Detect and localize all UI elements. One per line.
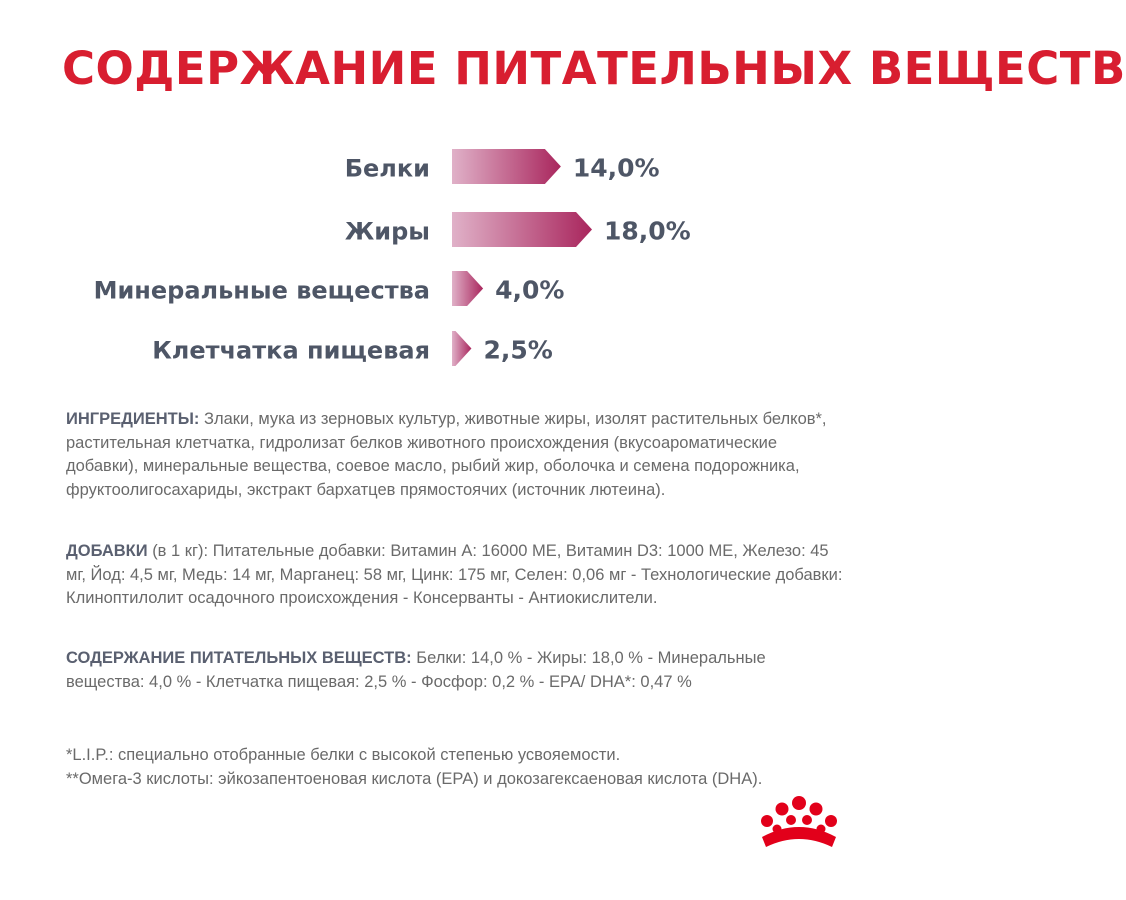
value-label-0: 14,0% — [572, 153, 660, 183]
footnote-lip: *L.I.P.: специально отобранные белки с высокой степенью усвояемости. — [66, 746, 621, 764]
nutrients-block — [66, 647, 846, 694]
value-label-2: 4,0% — [495, 275, 565, 305]
nutrient-bar-chart — [0, 0, 1126, 400]
additives-sub: (в 1 кг): — [152, 542, 209, 560]
bar-3 — [452, 331, 471, 366]
ingredients-text: Злаки, мука из зерновых культур, животные жиры, изолят растительных белков*, растительная клетчатка, гидролизат белков животного происхождения (вкусоароматические добавки), минеральные вещества, соевое масло, рыбий жир, оболочка и семена подорожника, фруктоолигосахариды, экстракт бархатцев прямостоячих (источник лютеина). — [66, 410, 827, 499]
nutrients-text: Белки: 14,0 % - Жиры: 18,0 % - Минеральные вещества: 4,0 % - Клетчатка пищевая: 2,5 % - Фосфор: 0,2 % - EPA/ DHA*: 0,47 % — [66, 649, 766, 691]
ingredients-heading: ИНГРЕДИЕНТЫ: — [66, 410, 200, 428]
nutrients-heading: СОДЕРЖАНИЕ ПИТАТЕЛЬНЫХ ВЕЩЕСТВ: — [66, 649, 412, 667]
page-title: СОДЕРЖАНИЕ ПИТАТЕЛЬНЫХ ВЕЩЕСТВ — [62, 42, 1126, 95]
footnote-omega3: **Омега-3 кислоты: эйкозапентоеновая кислота (EPA) и докозагексаеновая кислота (DHA). — [66, 769, 763, 788]
ingredients-block — [66, 408, 846, 502]
category-label-3: Клетчатка пищевая — [152, 336, 430, 365]
additives-block — [66, 540, 846, 611]
category-label-2: Минеральные вещества — [93, 276, 430, 305]
crown-icon — [756, 795, 842, 857]
value-label-3: 2,5% — [483, 335, 553, 365]
bar-1 — [452, 212, 592, 247]
category-label-0: Белки — [344, 154, 430, 183]
value-label-1: 18,0% — [604, 216, 691, 246]
bar-0 — [452, 149, 561, 184]
additives-heading: ДОБАВКИ — [66, 542, 148, 560]
category-label-1: Жиры — [344, 217, 430, 246]
footnotes-block — [66, 744, 846, 791]
additives-text: Питательные добавки: Витамин A: 16000 МЕ, Витамин D3: 1000 МЕ, Железо: 45 мг, Йод: 4,5 мг, Медь: 14 мг, Марганец: 58 мг, Цинк: 175 мг, Селен: 0,06 мг - Технологические добавки: Клиноптилолит осадочного происхождения - Консерванты - Антиокислители. — [66, 542, 843, 607]
bar-2 — [452, 271, 483, 306]
